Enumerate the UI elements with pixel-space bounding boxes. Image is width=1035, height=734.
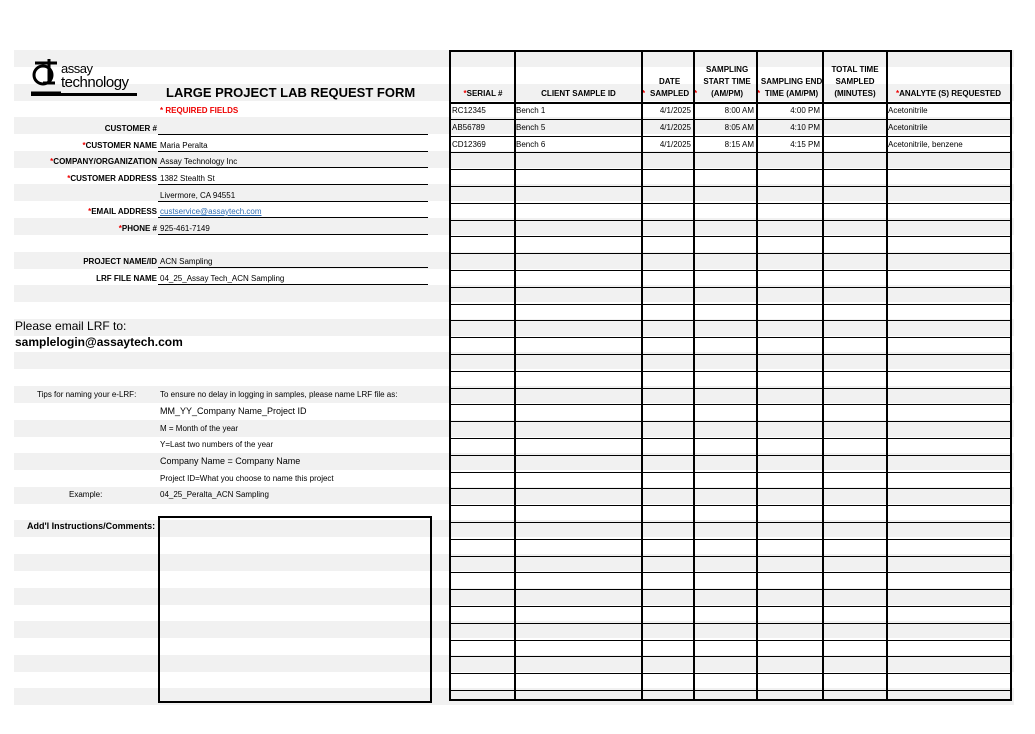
tips-label: Tips for naming your e-LRF:: [37, 390, 137, 399]
underline: [158, 167, 428, 168]
row-divider: [451, 472, 1010, 473]
tips-year: Y=Last two numbers of the year: [160, 440, 274, 449]
email-instruction: Please email LRF to:: [15, 319, 127, 333]
table-cell[interactable]: Bench 6: [516, 139, 546, 149]
logo-word-1: assay: [61, 61, 93, 76]
column-header: * ANALYTE (S) REQUESTED: [895, 89, 1002, 98]
underline: [158, 267, 428, 268]
table-cell[interactable]: 8:15 AM: [724, 139, 754, 149]
row-divider: [451, 169, 1010, 170]
row-divider: [451, 203, 1010, 204]
logo-mark-icon: [31, 55, 61, 97]
address-line2-field[interactable]: Livermore, CA 94551: [160, 191, 236, 200]
underline: [158, 184, 428, 185]
table-cell[interactable]: 4/1/2025: [659, 106, 691, 115]
row-divider: [451, 388, 1010, 389]
row-divider: [451, 640, 1010, 641]
login-email: samplelogin@assaytech.com: [15, 335, 183, 349]
example-label: Example:: [69, 490, 103, 499]
phone-field[interactable]: 925-461-7149: [160, 224, 210, 233]
underline: [158, 201, 428, 202]
row-divider: [451, 488, 1010, 489]
table-cell[interactable]: Bench 5: [516, 122, 546, 132]
table-cell[interactable]: 8:00 AM: [724, 106, 754, 115]
row-divider: [451, 438, 1010, 439]
company-field[interactable]: Assay Technology Inc: [160, 157, 238, 166]
company-label: *COMPANY/ORGANIZATION: [50, 157, 157, 166]
row-divider: [451, 673, 1010, 674]
project-field[interactable]: ACN Sampling: [160, 257, 213, 266]
underline: [158, 151, 428, 152]
row-divider: [451, 354, 1010, 355]
tips-format: MM_YY_Company Name_Project ID: [160, 406, 307, 416]
row-divider: [451, 656, 1010, 657]
column-divider: [822, 52, 824, 699]
customer-name-field[interactable]: Maria Peralta: [160, 141, 208, 150]
table-cell[interactable]: 4:15 PM: [790, 139, 820, 149]
table-cell[interactable]: Bench 1: [516, 106, 546, 115]
comments-box[interactable]: [158, 516, 432, 703]
row-divider: [451, 287, 1010, 288]
table-cell[interactable]: Acetonitrile: [888, 122, 928, 132]
row-divider: [451, 186, 1010, 187]
row-divider: [451, 119, 1010, 120]
form-title: LARGE PROJECT LAB REQUEST FORM: [166, 85, 416, 100]
row-divider: [451, 572, 1010, 573]
table-cell[interactable]: Acetonitrile: [888, 106, 928, 115]
column-header: * SERIAL #: [463, 89, 503, 98]
table-cell[interactable]: 8:05 AM: [724, 122, 754, 132]
address-line1-field[interactable]: 1382 Stealth St: [160, 174, 215, 183]
row-divider: [451, 102, 1010, 104]
customer-number-label: CUSTOMER #: [104, 124, 157, 133]
comments-label: Add'l Instructions/Comments:: [27, 521, 156, 531]
project-label: PROJECT NAME/ID: [83, 257, 157, 266]
row-divider: [451, 371, 1010, 372]
email-label: *EMAIL ADDRESS: [88, 207, 157, 216]
required-fields-note: * REQUIRED FIELDS: [160, 106, 239, 115]
row-divider: [451, 421, 1010, 422]
row-divider: [451, 690, 1010, 691]
table-cell[interactable]: 4/1/2025: [659, 139, 691, 149]
row-divider: [451, 556, 1010, 557]
row-divider: [451, 505, 1010, 506]
row-divider: [451, 253, 1010, 254]
column-header: * SAMPLING START TIME (AM/PM): [694, 65, 751, 98]
row-divider: [451, 220, 1010, 221]
email-link[interactable]: custservice@assaytech.com: [160, 207, 262, 216]
column-header: CLIENT SAMPLE ID: [541, 89, 616, 98]
row-divider: [451, 455, 1010, 456]
table-cell[interactable]: 4:10 PM: [790, 122, 820, 132]
logo-underline: [31, 93, 137, 96]
example-value: 04_25_Peralta_ACN Sampling: [160, 490, 269, 499]
row-divider: [451, 236, 1010, 237]
row-divider: [451, 606, 1010, 607]
row-divider: [451, 270, 1010, 271]
tips-company: Company Name = Company Name: [160, 456, 301, 466]
lrf-file-label: LRF FILE NAME: [96, 274, 157, 283]
underline: [158, 134, 428, 135]
row-divider: [451, 136, 1010, 137]
row-divider: [451, 320, 1010, 321]
tips-intro: To ensure no delay in logging in samples, please name LRF file as:: [160, 390, 398, 399]
row-divider: [451, 623, 1010, 624]
table-cell[interactable]: CD12369: [452, 139, 486, 149]
sample-table: [449, 50, 1012, 701]
table-cell[interactable]: RC12345: [452, 106, 486, 115]
row-divider: [451, 522, 1010, 523]
table-cell[interactable]: 4/1/2025: [659, 122, 691, 132]
tips-month: M = Month of the year: [160, 424, 239, 433]
table-cell[interactable]: 4:00 PM: [790, 106, 820, 115]
row-divider: [451, 152, 1010, 153]
phone-label: *PHONE #: [118, 224, 157, 233]
column-header: TOTAL TIME SAMPLED (MINUTES): [831, 65, 879, 98]
table-cell[interactable]: AB56789: [452, 122, 485, 132]
customer-address-label: *CUSTOMER ADDRESS: [67, 174, 157, 183]
row-divider: [451, 404, 1010, 405]
table-cell[interactable]: Acetonitrile, benzene: [888, 139, 963, 149]
underline: [158, 234, 428, 235]
row-divider: [451, 589, 1010, 590]
column-header: * DATE SAMPLED: [642, 77, 690, 98]
row-divider: [451, 539, 1010, 540]
customer-name-label: *CUSTOMER NAME: [82, 141, 157, 150]
underline: [158, 217, 428, 218]
tips-project: Project ID=What you choose to name this project: [160, 474, 334, 483]
lrf-file-field[interactable]: 04_25_Assay Tech_ACN Sampling: [160, 274, 285, 283]
logo-word-2: technology: [61, 74, 129, 91]
row-divider: [451, 337, 1010, 338]
underline: [158, 284, 428, 285]
row-divider: [451, 304, 1010, 305]
column-header: * SAMPLING END TIME (AM/PM): [757, 77, 823, 98]
